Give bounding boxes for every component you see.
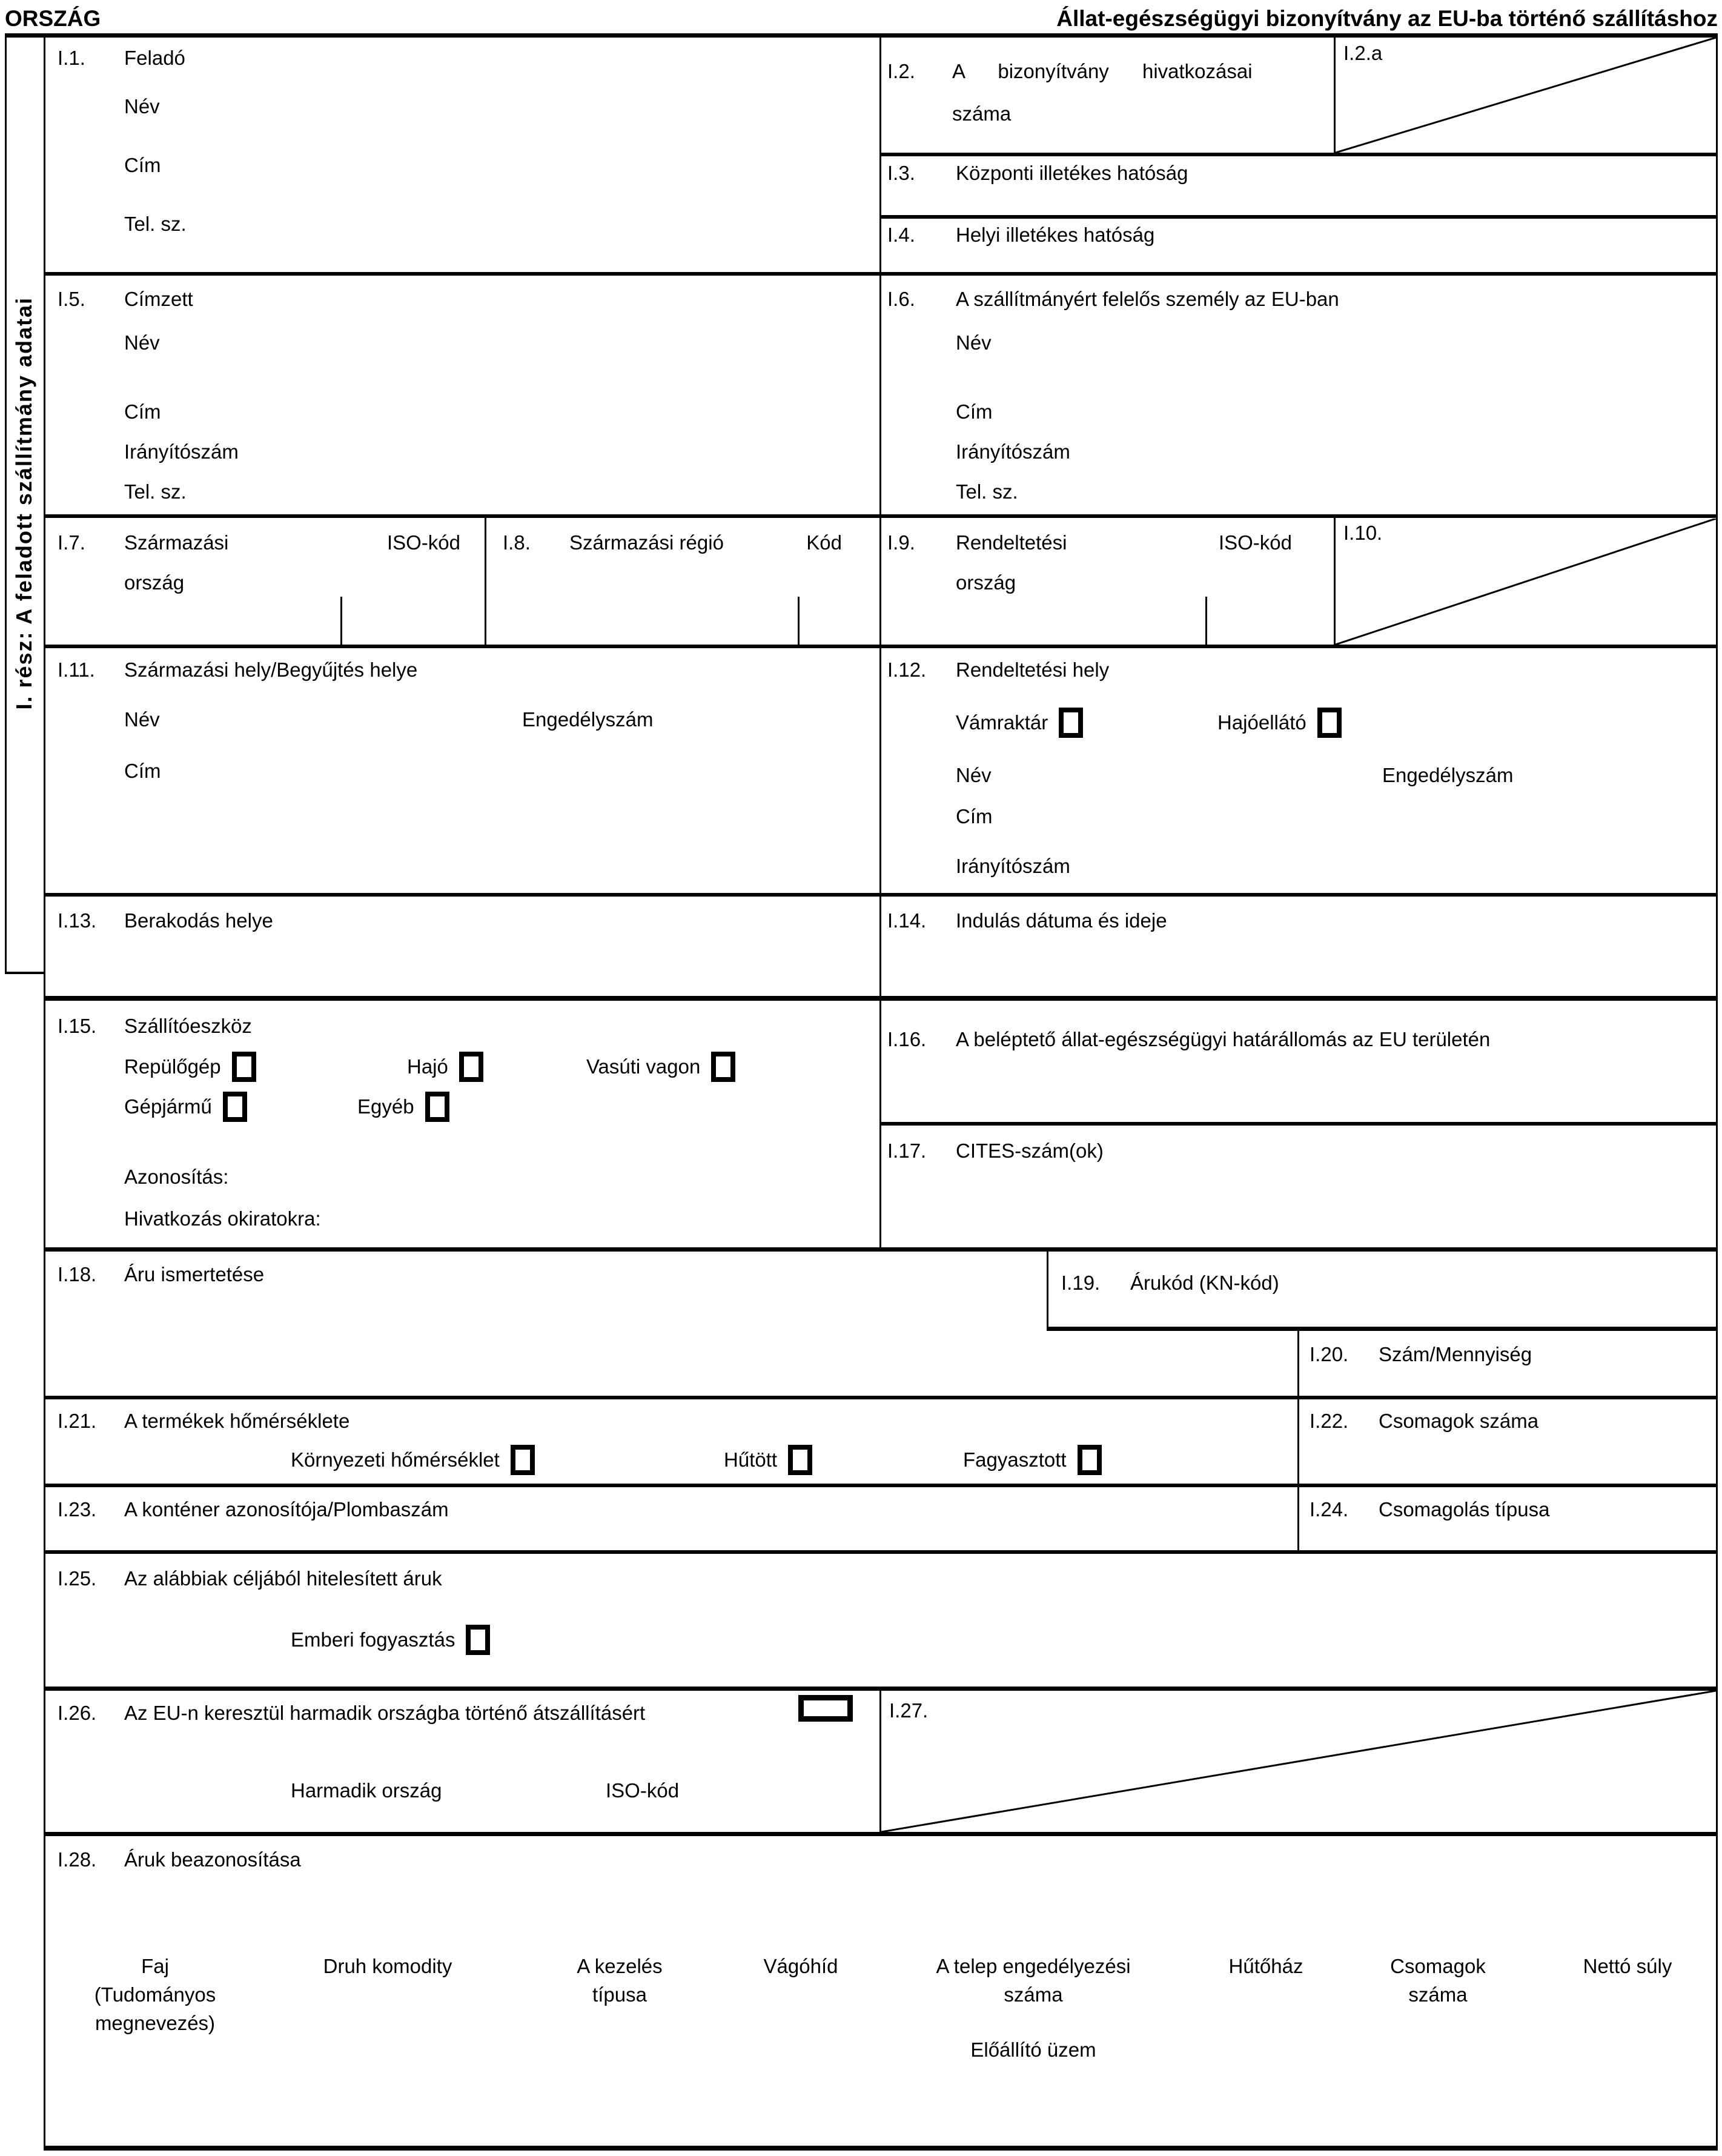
cell-i3-number: I.3. — [887, 162, 915, 184]
cell-i11-number: I.11. — [58, 658, 95, 681]
option-repulogep-label: Repülőgép — [124, 1055, 221, 1078]
option-vasuti-vagon-label: Vasúti vagon — [586, 1055, 701, 1078]
cell-i8-title: Származási régió — [569, 531, 724, 554]
cell-i26-title: Az EU-n keresztül harmadik országba történő átszállításért — [124, 1702, 646, 1724]
grid-line-v-left — [44, 33, 45, 2151]
grid-line-h — [44, 1832, 1718, 1836]
field-label-approval-i11: Engedélyszám — [522, 708, 654, 731]
page-title: Állat-egészségügyi bizonyítvány az EU-ba történő szállításhoz — [1056, 6, 1718, 31]
column-header-packages: Csomagok száma — [1390, 1955, 1486, 2006]
grid-line-h-strip-bottom — [5, 972, 44, 974]
field-label-address-i5: Cím — [124, 400, 161, 423]
tick-mark-i7 — [340, 597, 342, 645]
field-label-postal-i5: Irányítószám — [124, 440, 239, 463]
cell-i12-number: I.12. — [887, 658, 927, 681]
cell-i9-title: Rendeltetési — [956, 531, 1067, 554]
diagonal-strike-i2a — [1336, 38, 1716, 153]
field-label-postal-i6: Irányítószám — [956, 440, 1070, 463]
cell-i7-title: Származási — [124, 531, 229, 554]
field-label-third-country: Harmadik ország — [291, 1779, 442, 1802]
cell-i6-title: A szállítmányért felelős személy az EU-ban — [956, 288, 1339, 310]
grid-line-h — [44, 1484, 1718, 1487]
tick-mark-i8 — [798, 597, 800, 645]
cell-i24-title: Csomagolás típusa — [1379, 1498, 1550, 1521]
cell-i15-title: Szállítóeszköz — [124, 1015, 252, 1037]
cell-i8-title-row — [569, 532, 842, 554]
checkbox-vamraktar[interactable] — [1059, 708, 1083, 738]
grid-line-v-strip-left — [5, 33, 7, 974]
cell-i25-number: I.25. — [58, 1567, 97, 1590]
grid-line-v-center — [879, 33, 881, 1247]
field-label-address-i12: Cím — [956, 805, 993, 828]
field-label-address-i1: Cím — [124, 154, 161, 176]
cell-i18-number: I.18. — [58, 1263, 97, 1285]
grid-line-h — [44, 1247, 1718, 1252]
cell-i7-title-line2: ország — [124, 571, 185, 594]
field-label-name-i5: Név — [124, 331, 160, 354]
column-header-species: Faj (Tudományos megnevezés) — [94, 1955, 216, 2034]
cell-i19-title: Árukód (KN-kód) — [1130, 1272, 1279, 1294]
cell-i17-number: I.17. — [887, 1139, 927, 1162]
option-repulogep — [124, 1052, 256, 1082]
checkbox-emberi-fogyasztas[interactable] — [466, 1625, 490, 1655]
grid-line-h-top — [5, 33, 1718, 38]
cell-i21-title: A termékek hőmérséklete — [124, 1410, 350, 1432]
checkbox-atszallitas[interactable] — [798, 1695, 853, 1722]
grid-line-h — [879, 153, 1718, 156]
grid-line-v-i7-i8 — [485, 514, 486, 645]
field-label-tel-i5: Tel. sz. — [124, 480, 187, 503]
grid-line-v-right-col — [1297, 1327, 1299, 1550]
grid-line-h — [879, 215, 1718, 219]
cell-i24-number: I.24. — [1310, 1498, 1349, 1521]
cell-i28-number: I.28. — [58, 1848, 97, 1871]
option-hutott — [724, 1445, 812, 1475]
cell-i14-title: Indulás dátuma és ideje — [956, 909, 1167, 932]
cell-i9-iso-label: ISO-kód — [1218, 531, 1292, 554]
field-label-name-i6: Név — [956, 331, 992, 354]
cell-i8-number: I.8. — [503, 531, 531, 554]
cell-i16-title: A beléptető állat-egészségügyi határállomás az EU területén — [956, 1028, 1491, 1050]
column-header-approval-number: A telep engedélyezési száma — [936, 1955, 1131, 2006]
option-hajoellato-label: Hajóellátó — [1217, 711, 1306, 734]
column-header-cold-store: Hűtőház — [1228, 1955, 1303, 1977]
cell-i9-number: I.9. — [887, 531, 915, 554]
country-label: ORSZÁG — [5, 6, 101, 31]
cell-i2-number: I.2. — [887, 60, 915, 82]
column-subheader-producer: Előállító üzem — [970, 2038, 1096, 2061]
field-label-address-i11: Cím — [124, 760, 161, 782]
option-vamraktar — [956, 708, 1083, 738]
option-vasuti-vagon — [586, 1052, 735, 1082]
field-label-name-i12: Név — [956, 764, 992, 786]
option-fagyasztott — [963, 1445, 1102, 1475]
field-label-third-country-iso: ISO-kód — [606, 1779, 680, 1802]
checkbox-hajo[interactable] — [459, 1052, 483, 1082]
tick-mark-i9 — [1205, 597, 1207, 645]
cell-i5-number: I.5. — [58, 288, 85, 310]
field-label-approval-i12: Engedélyszám — [1382, 764, 1514, 786]
option-egyeb — [357, 1092, 449, 1122]
diagonal-strike-i27 — [881, 1691, 1716, 1832]
grid-line-v-i19-left — [1047, 1247, 1048, 1327]
cell-i7-title-row — [124, 532, 460, 554]
column-header-commodity: Druh komodity — [323, 1955, 452, 1977]
cell-i7-iso-label: ISO-kód — [386, 531, 460, 554]
cell-i17-title: CITES-szám(ok) — [956, 1139, 1104, 1162]
option-hajo — [407, 1052, 483, 1082]
column-header-net-weight: Nettó súly — [1583, 1955, 1672, 1977]
option-fagyasztott-label: Fagyasztott — [963, 1448, 1067, 1471]
option-gepjarmu — [124, 1092, 247, 1122]
field-label-identification: Azonosítás: — [124, 1166, 229, 1188]
cell-i13-number: I.13. — [58, 909, 97, 932]
cell-i1-number: I.1. — [58, 47, 85, 69]
cell-i19-number: I.19. — [1061, 1272, 1101, 1294]
cell-i28-title: Áruk beazonosítása — [124, 1848, 301, 1871]
field-label-doc-reference: Hivatkozás okiratokra: — [124, 1207, 321, 1230]
grid-line-h-bottom — [44, 2146, 1718, 2151]
option-kornyezeti-label: Környezeti hőmérséklet — [291, 1448, 500, 1471]
cell-i11-title: Származási hely/Begyűjtés helye — [124, 658, 418, 681]
option-hajoellato — [1217, 708, 1342, 738]
cell-i2-title-line1: A bizonyítvány hivatkozásai — [952, 60, 1253, 82]
field-label-name-i11: Név — [124, 708, 160, 731]
checkbox-egyeb[interactable] — [425, 1092, 449, 1122]
checkbox-kornyezeti-homerseklet[interactable] — [511, 1445, 535, 1475]
field-label-postal-i12: Irányítószám — [956, 855, 1070, 877]
cell-i14-number: I.14. — [887, 909, 927, 932]
cell-i2a-number: I.2.a — [1343, 42, 1383, 64]
field-label-address-i6: Cím — [956, 400, 993, 423]
cell-i22-title: Csomagok száma — [1379, 1410, 1539, 1432]
field-label-name-i1: Név — [124, 95, 160, 118]
cell-i23-number: I.23. — [58, 1498, 97, 1521]
part-1-side-label-text: I. rész: A feladott szállítmány adatai — [11, 297, 36, 710]
checkbox-vasuti-vagon[interactable] — [711, 1052, 735, 1082]
cell-i7-number: I.7. — [58, 531, 85, 554]
part-1-side-label — [5, 35, 44, 972]
cell-i20-title: Szám/Mennyiség — [1379, 1343, 1532, 1365]
field-label-tel-i6: Tel. sz. — [956, 480, 1018, 503]
option-kornyezeti — [291, 1445, 535, 1475]
cell-i10-number: I.10. — [1343, 522, 1383, 544]
field-label-tel-i1: Tel. sz. — [124, 213, 187, 235]
cell-i15-number: I.15. — [58, 1015, 97, 1037]
checkbox-hutott[interactable] — [788, 1445, 812, 1475]
column-header-treatment: A kezelés típusa — [577, 1955, 663, 2006]
cell-i18-title: Áru ismertetése — [124, 1263, 265, 1285]
checkbox-repulogep[interactable] — [232, 1052, 256, 1082]
cell-i27-number: I.27. — [889, 1699, 929, 1722]
cell-i12-title: Rendeltetési hely — [956, 658, 1110, 681]
cell-i22-number: I.22. — [1310, 1410, 1349, 1432]
cell-i9-title-line2: ország — [956, 571, 1016, 594]
cell-i13-title: Berakodás helye — [124, 909, 273, 932]
option-emberi-fogyasztas-label: Emberi fogyasztás — [291, 1628, 455, 1651]
cell-i9-title-row — [956, 532, 1292, 554]
checkbox-fagyasztott[interactable] — [1078, 1445, 1102, 1475]
option-gepjarmu-label: Gépjármű — [124, 1095, 212, 1118]
grid-line-h — [44, 1550, 1718, 1554]
cell-i20-number: I.20. — [1310, 1343, 1349, 1365]
cell-i2-title-line2: száma — [952, 102, 1012, 125]
cell-i25-title: Az alábbiak céljából hitelesített áruk — [124, 1567, 442, 1590]
checkbox-gepjarmu[interactable] — [223, 1092, 247, 1122]
cell-i8-code-label: Kód — [806, 531, 842, 554]
column-header-slaughterhouse: Vágóhíd — [763, 1955, 838, 1977]
cell-i6-number: I.6. — [887, 288, 915, 310]
grid-line-h — [879, 1122, 1718, 1126]
cell-i3-title: Központi illetékes hatóság — [956, 162, 1188, 184]
checkbox-hajoellato[interactable] — [1317, 708, 1342, 738]
option-hutott-label: Hűtött — [724, 1448, 778, 1471]
cell-i21-number: I.21. — [58, 1410, 97, 1432]
cell-i26-number: I.26. — [58, 1702, 97, 1724]
diagonal-strike-i10 — [1336, 519, 1716, 645]
option-vamraktar-label: Vámraktár — [956, 711, 1048, 734]
grid-line-h — [44, 1396, 1718, 1399]
cell-i4-number: I.4. — [887, 224, 915, 246]
cell-i23-title: A konténer azonosítója/Plombaszám — [124, 1498, 449, 1521]
cell-i16-number: I.16. — [887, 1028, 927, 1050]
option-emberi-fogyasztas — [291, 1625, 490, 1655]
grid-line-h-i19-bottom — [1047, 1327, 1718, 1331]
cell-i4-title: Helyi illetékes hatóság — [956, 224, 1155, 246]
cell-i1-title: Feladó — [124, 47, 185, 69]
option-hajo-label: Hajó — [407, 1055, 448, 1078]
cell-i5-title: Címzett — [124, 288, 193, 310]
option-egyeb-label: Egyéb — [357, 1095, 414, 1118]
grid-line-v-right — [1716, 33, 1718, 2151]
